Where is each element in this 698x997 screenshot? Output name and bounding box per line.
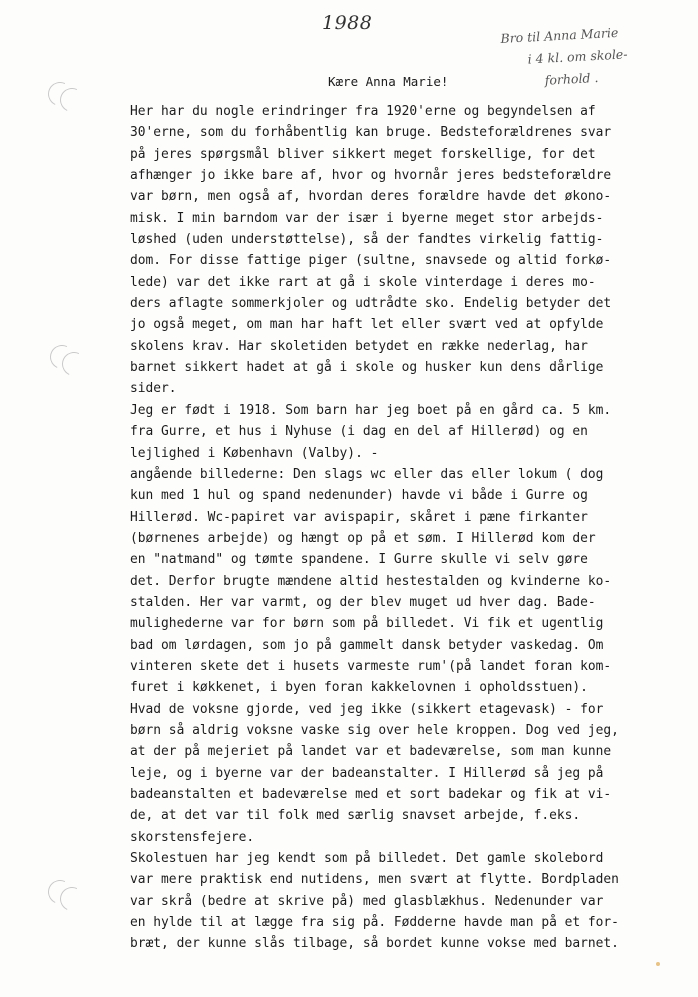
handwritten-margin-note — [500, 18, 693, 94]
letter-line: mulighederne var for børn som på billedet. Vi fik et ugentlig — [130, 616, 604, 632]
letter-line: Jeg er født i 1918. Som barn har jeg boet på en gård ca. 5 km. — [130, 402, 612, 418]
letter-line: angående billederne: Den slags wc eller das eller lokum ( dog — [130, 466, 604, 482]
letter-line: at der på mejeriet på landet var et badeværelse, som man kunne — [130, 744, 612, 760]
letter-line: afhænger jo ikke bare af, hvor og hvornår jeres bedsteforældre — [130, 168, 612, 184]
letter-line: sider. — [130, 381, 177, 397]
letter-line: en "natmand" og tømte spandene. I Gurre skulle vi selv gøre — [130, 552, 588, 568]
letter-line: dom. For disse fattige piger (sultne, snavsede og altid forkø- — [130, 253, 612, 269]
letter-line: en hylde til at lægge fra sig på. Fødderne havde man på et for- — [130, 915, 619, 931]
margin-note-line: i 4 kl. om skole- — [527, 46, 628, 67]
letter-line: var mere praktisk end nutidens, men svært at flytte. Bordpladen — [130, 872, 619, 888]
letter-line: jo også meget, om man har haft let eller svært ved at opfylde — [130, 317, 604, 333]
letter-line: ders aflagte sommerkjoler og udtrådte sko. Endelig betyder det — [130, 296, 612, 312]
letter-line: barnet sikkert hadet at gå i skole og husker kun dens dårlige — [130, 360, 604, 376]
letter-line: fra Gurre, et hus i Nyhuse (i dag en del af Hillerød) og en — [130, 424, 588, 440]
letter-body — [130, 101, 675, 955]
letter-line: Her har du nogle erindringer fra 1920'erne og begyndelsen af — [130, 104, 596, 119]
letter-line: lejlighed i København (Valby). - — [130, 445, 379, 461]
letter-line: stalden. Her var varmt, og der blev muget ud hver dag. Bade- — [130, 594, 596, 610]
letter-line: Skolestuen har jeg kendt som på billedet. Det gamle skolebord — [130, 851, 604, 867]
letter-line: var skrå (bedre at skrive på) med glasblækhus. Nedenunder var — [130, 893, 604, 909]
letter-line: det. Derfor brugte mændene altid hestestalden og kvinderne ko- — [130, 573, 612, 589]
letter-line: løshed (uden understøttelse), så der fandtes virkelig fattig- — [130, 232, 604, 248]
letter-line: (børnenes arbejde) og hængt op på et søm. I Hillerød kom der — [130, 530, 596, 546]
letter-greeting: Kære Anna Marie! — [328, 74, 449, 89]
letter-line: var børn, men også af, hvordan deres forældre havde det økono- — [130, 189, 612, 205]
margin-note-line: Bro til Anna Marie — [500, 24, 619, 46]
handwritten-year: 1988 — [322, 12, 373, 34]
letter-line: 30'erne, som du forhåbentlig kan bruge. Bedsteforældrenes svar — [130, 125, 612, 141]
letter-line: lede) var det ikke rart at gå i skole vinterdage i deres mo- — [130, 274, 596, 290]
letter-line: skolens krav. Har skoletiden betydet en række nederlag, har — [130, 338, 588, 354]
letter-line: børn så aldrig voksne vaske sig over hele kroppen. Dog ved jeg, — [130, 722, 619, 738]
letter-line: Hvad de voksne gjorde, ved jeg ikke (sikkert etagevask) - for — [130, 701, 604, 717]
letter-line: bræt, der kunne slås tilbage, så bordet kunne vokse med barnet. — [130, 936, 619, 952]
letter-line: leje, og i byerne var der badeanstalter. I Hillerød så jeg på — [130, 765, 604, 781]
letter-line: bad om lørdagen, som jo på gammelt dansk betyder vaskedag. Om — [130, 637, 604, 653]
margin-note-line: forhold . — [544, 69, 599, 88]
letter-line: de, at det var til folk med særlig snavset arbejde, f.eks. — [130, 808, 581, 824]
letter-line: skorstensfejere. — [130, 829, 255, 845]
letter-line: kun med 1 hul og spand nedenunder) havde vi både i Gurre og — [130, 488, 588, 504]
letter-line: badeanstalten et badeværelse med et sort badekar og fik at vi- — [130, 787, 612, 802]
letter-line: Hillerød. Wc-papiret var avispapir, skåret i pæne firkanter — [130, 509, 588, 525]
letter-line: på jeres spørgsmål bliver sikkert meget forskellige, for det — [130, 146, 596, 162]
letter-line: vinteren skete det i husets varmeste rum'(på landet foran kom- — [130, 658, 612, 674]
letter-line: misk. I min barndom var der især i byerne meget stor arbejds- — [130, 210, 604, 226]
letter-line: furet i køkkenet, i byen foran kakkelovnen i opholdsstuen). — [130, 680, 588, 696]
paper-speck — [656, 962, 660, 966]
